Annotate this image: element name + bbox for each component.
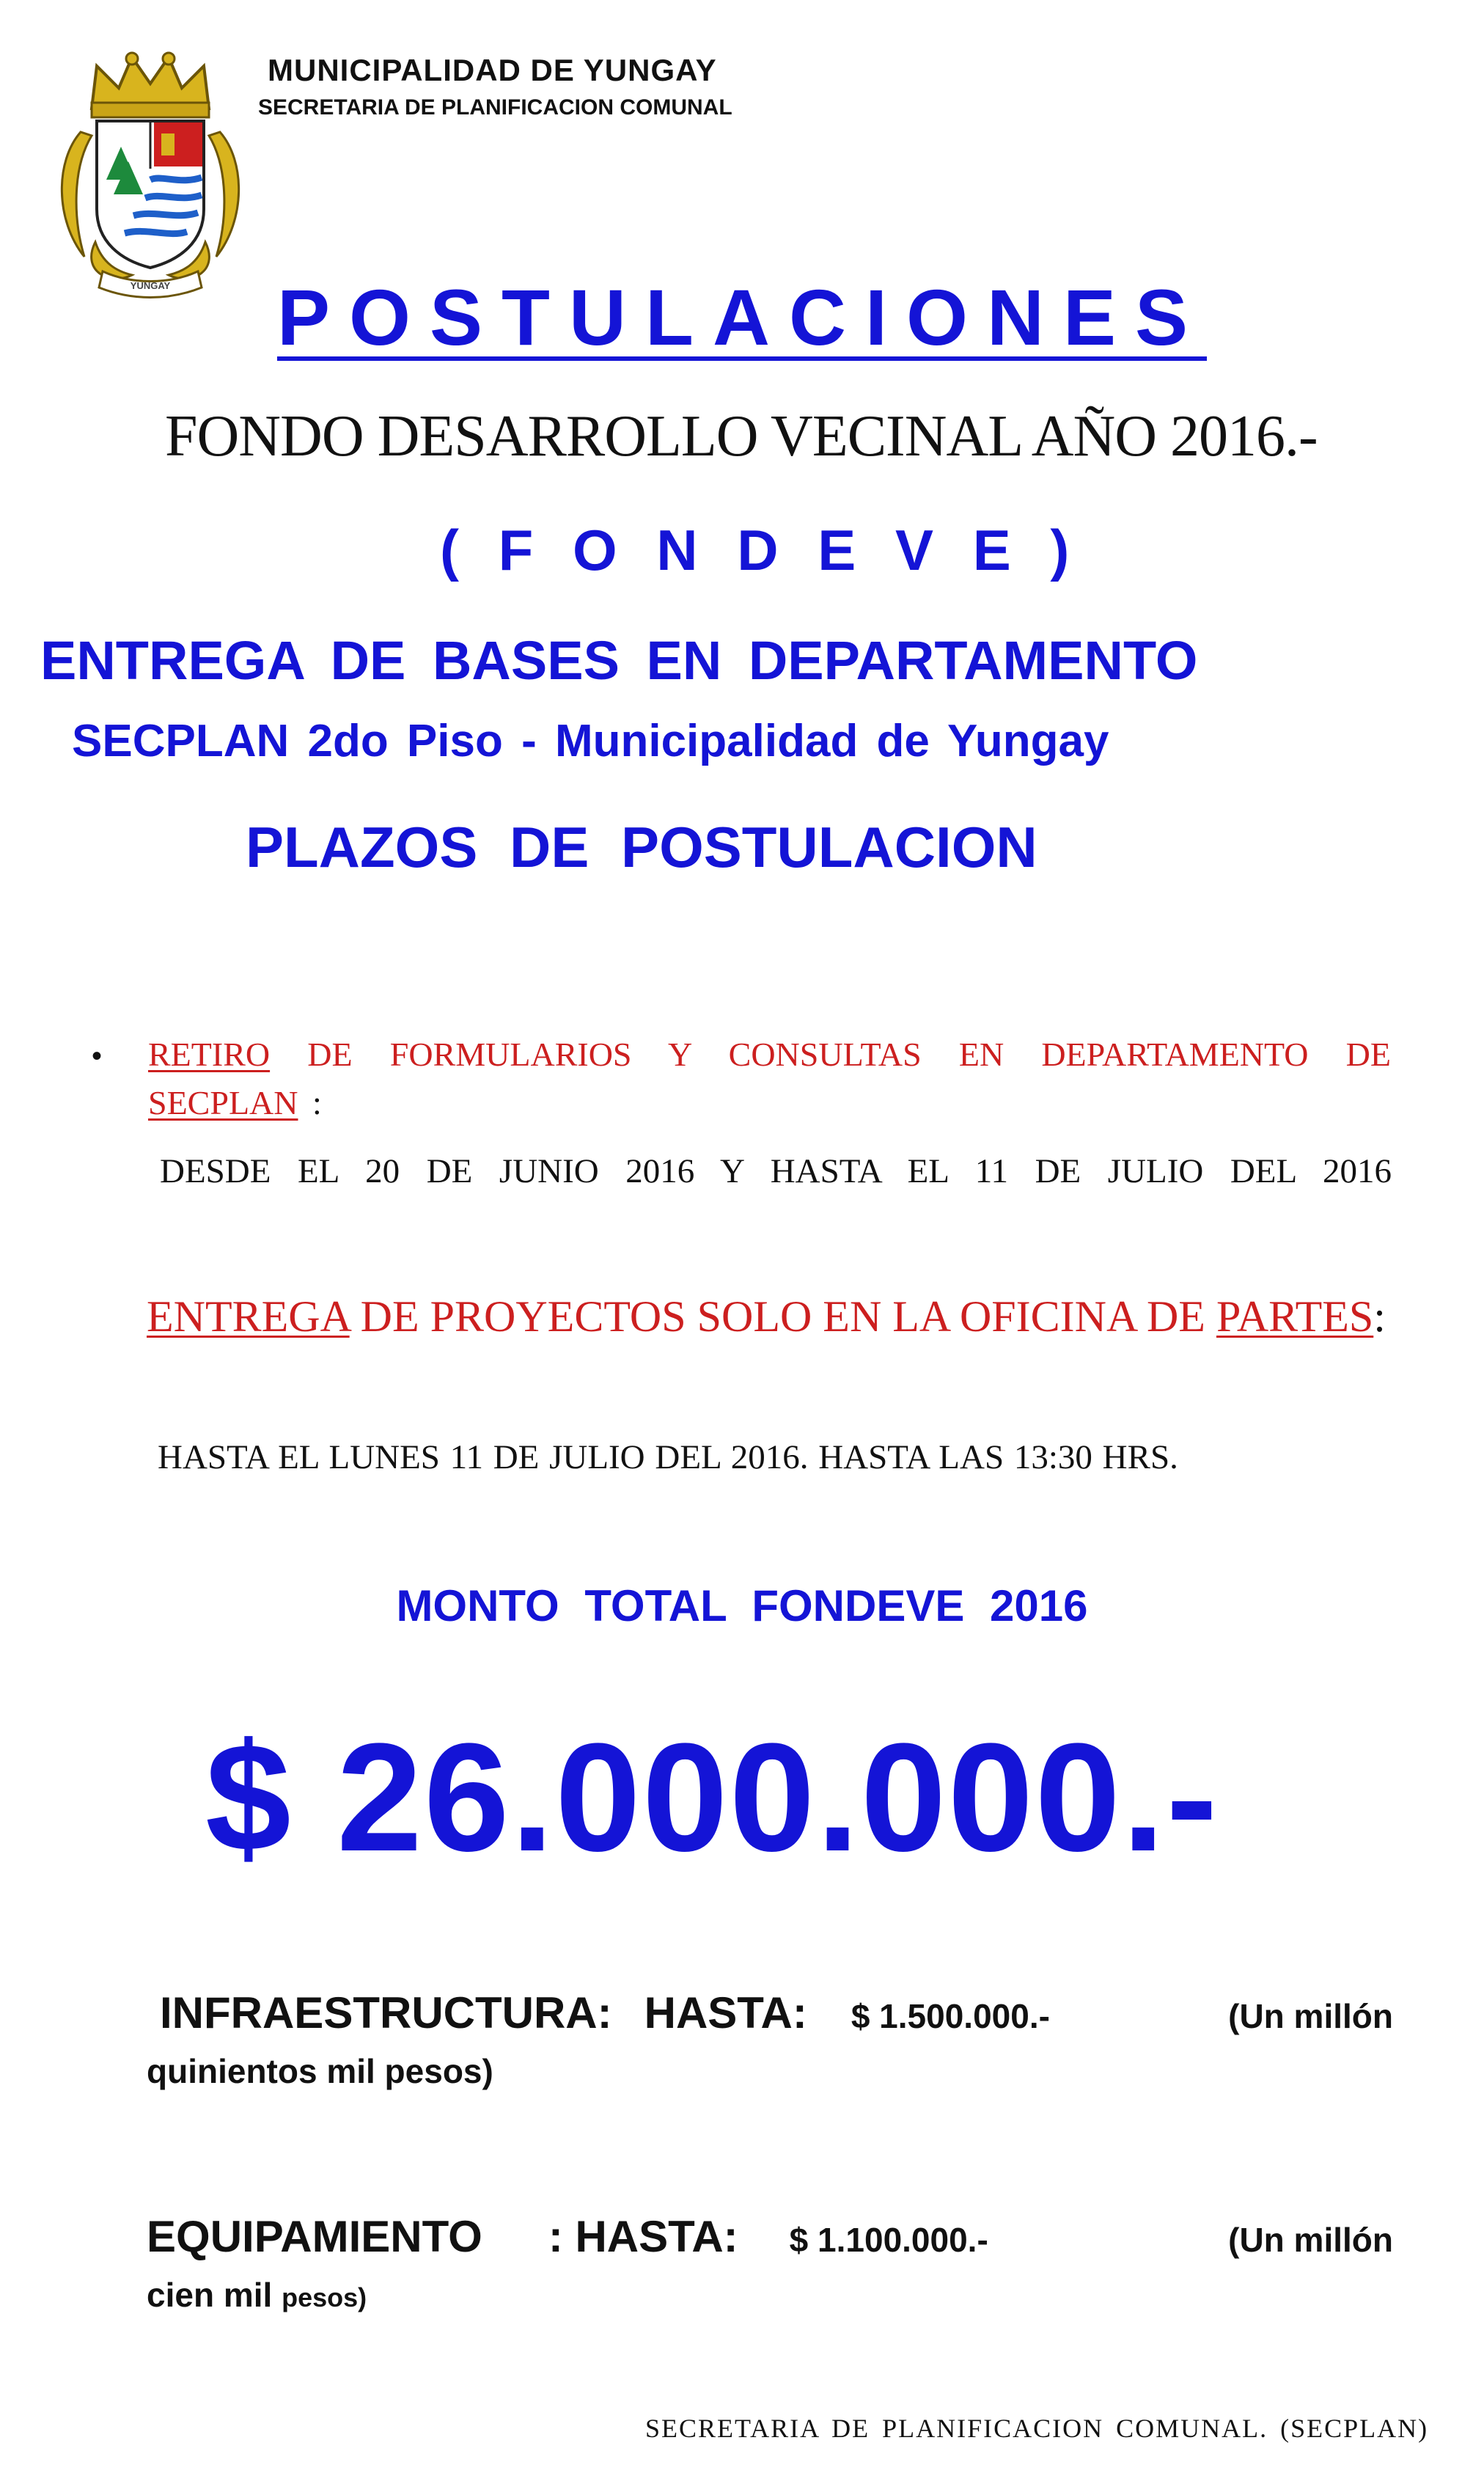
delivery-location-line: ENTREGA DE BASES EN DEPARTAMENTO: [40, 630, 1198, 691]
retiro-colon: :: [298, 1084, 322, 1121]
retiro-dates: DESDE EL 20 DE JUNIO 2016 Y HASTA EL 11 DE JULIO DEL 2016: [160, 1152, 1392, 1190]
municipal-crest-logo: [51, 51, 249, 301]
entrega-office: PARTES: [1216, 1292, 1374, 1341]
category-amount: $ 1.500.000.-: [851, 1997, 1050, 2035]
category-hasta: : HASTA:: [548, 2212, 738, 2261]
entrega-paragraph: [147, 1287, 1392, 1346]
category-name: INFRAESTRUCTURA:: [160, 1988, 612, 2037]
total-amount-label: MONTO TOTAL FONDEVE 2016: [396, 1581, 1088, 1630]
crest-shield-icon: [97, 121, 204, 268]
retiro-keyword: RETIRO: [148, 1036, 271, 1073]
category-amount: $ 1.100.000.-: [789, 2221, 988, 2259]
entrega-dates: HASTA EL LUNES 11 DE JULIO DEL 2016. HASTA LAS 13:30 HRS.: [158, 1438, 1178, 1476]
category-amount-words-part: cien mil: [147, 2276, 273, 2314]
footer-text: SECRETARIA DE PLANIFICACION COMUNAL. (SECPLAN): [645, 2414, 1429, 2443]
delivery-location-detail: SECPLAN 2do Piso - Municipalidad de Yungay: [72, 716, 1109, 766]
organization-name: MUNICIPALIDAD DE YUNGAY: [268, 53, 717, 87]
crest-banner-text: YUNGAY: [130, 280, 171, 291]
category-amount-words-small: pesos): [282, 2282, 367, 2312]
entrega-colon: :: [1373, 1292, 1386, 1341]
fund-name: FONDO DESARROLLO VECINAL AÑO 2016.-: [165, 404, 1318, 469]
entrega-keyword: ENTREGA: [147, 1292, 350, 1341]
retiro-description: DE FORMULARIOS Y CONSULTAS EN DEPARTAMENTO DE: [270, 1036, 1391, 1073]
category-hasta: HASTA:: [644, 1988, 807, 2037]
page-title: POSTULACIONES: [276, 273, 1208, 362]
category-equipamiento: [147, 2211, 1393, 2315]
retiro-department: SECPLAN: [148, 1084, 298, 1121]
total-amount: $ 26.000.000.-: [205, 1711, 1219, 1883]
bullet-icon: •: [92, 1040, 103, 1072]
category-name: EQUIPAMIENTO: [147, 2212, 482, 2261]
category-amount-words: (Un millón: [1228, 1997, 1393, 2035]
category-infraestructura: [147, 1988, 1393, 2091]
deadlines-heading: PLAZOS DE POSTULACION: [246, 815, 1037, 879]
entrega-description: DE PROYECTOS SOLO EN LA OFICINA DE: [349, 1292, 1216, 1341]
department-name: SECRETARIA DE PLANIFICACION COMUNAL: [258, 95, 732, 120]
retiro-paragraph: [148, 1030, 1391, 1127]
category-amount-words: (Un millón: [1228, 2221, 1393, 2259]
category-amount-words-cont: quinientos mil pesos): [147, 2052, 493, 2090]
crest-crown-icon: [92, 53, 209, 117]
fund-acronym: ( F O N D E V E ): [440, 518, 1081, 582]
category-amount-words-cont: [147, 2275, 1393, 2315]
